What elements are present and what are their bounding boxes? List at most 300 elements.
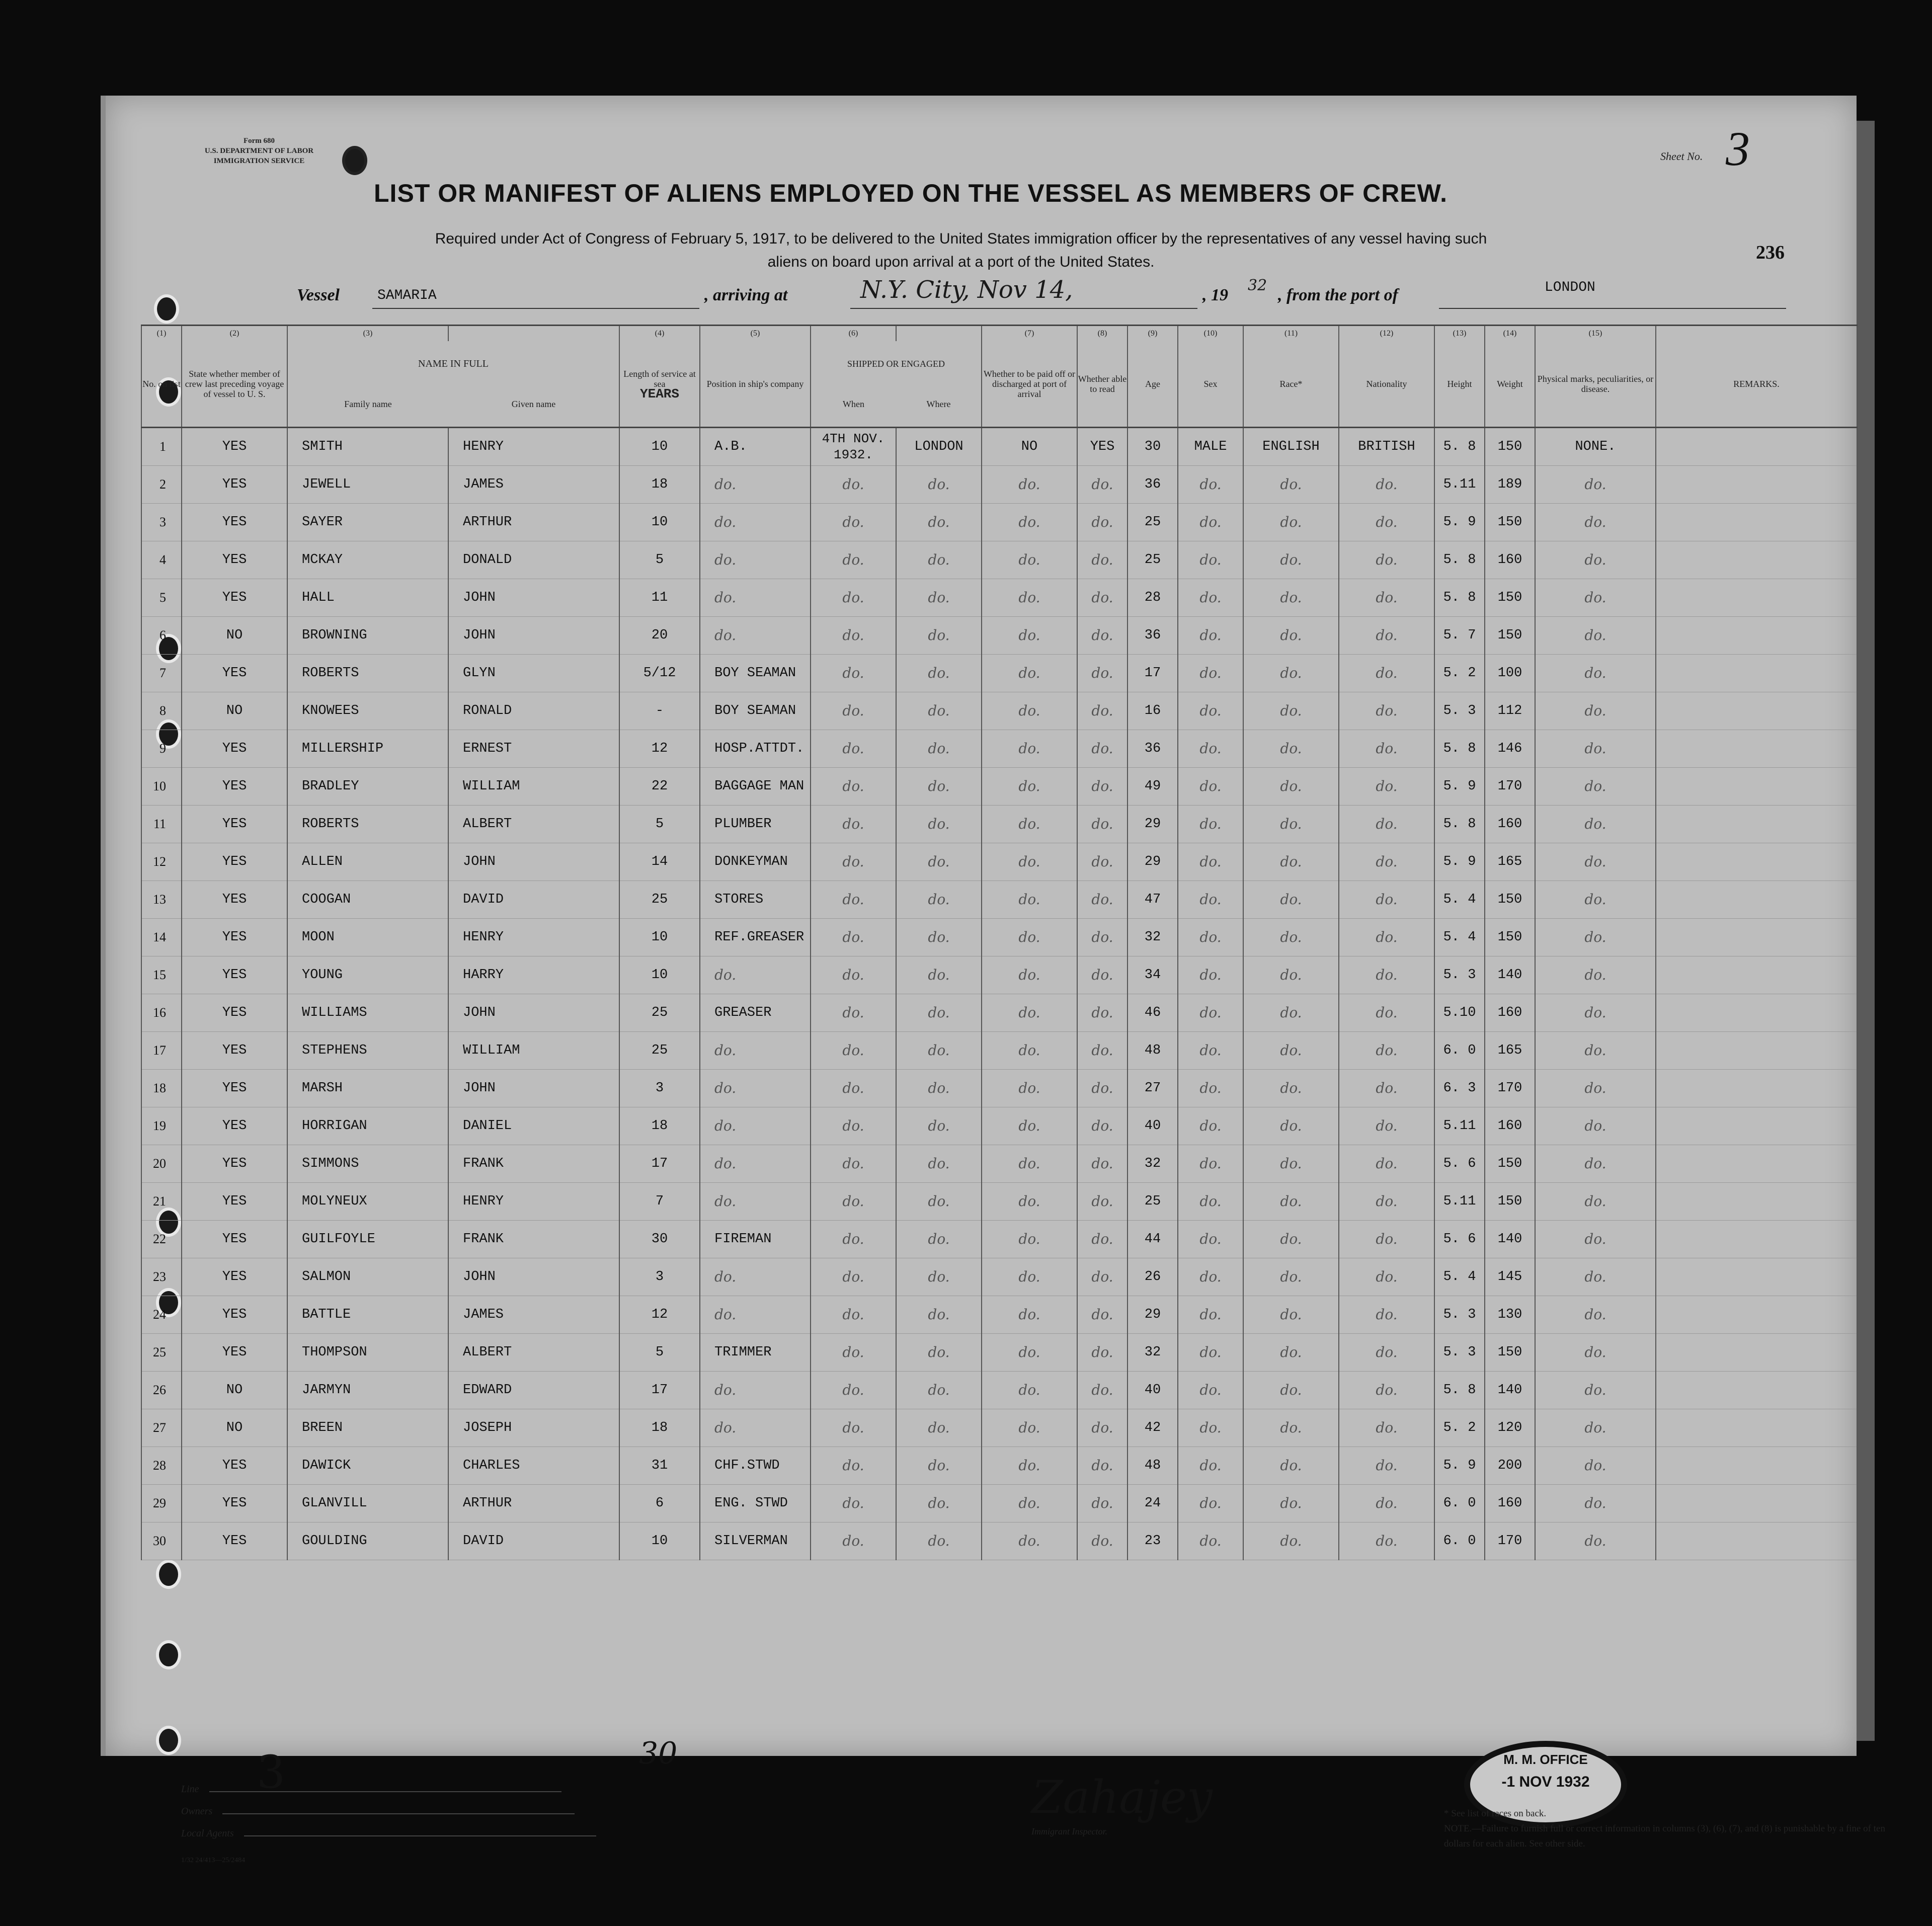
- cell-when: [811, 956, 896, 994]
- ditto-mark: do.: [842, 1041, 864, 1059]
- cell-position: [700, 1070, 811, 1107]
- cell-nationality: [1339, 1221, 1434, 1258]
- cell-member: YES: [182, 881, 287, 919]
- cell-read: [1077, 1485, 1128, 1522]
- cell-when: [811, 1447, 896, 1485]
- column-number: (11): [1243, 326, 1339, 342]
- ditto-mark: do.: [1018, 1494, 1040, 1511]
- ditto-mark: do.: [1018, 702, 1040, 719]
- table-row: [141, 1107, 1857, 1145]
- cell-race: [1243, 1221, 1339, 1258]
- cell-where: [896, 1032, 982, 1070]
- cell-given: ALBERT: [448, 1334, 619, 1372]
- crew-rows: [141, 428, 1857, 1560]
- cell-sex: [1178, 1447, 1243, 1485]
- cell-race: [1243, 1258, 1339, 1296]
- ditto-mark: do.: [842, 551, 864, 568]
- when-label: When: [843, 399, 864, 409]
- ditto-mark: do.: [1199, 1117, 1222, 1134]
- cell-given: WILLIAM: [448, 1032, 619, 1070]
- ditto-mark: do.: [1280, 928, 1302, 945]
- mm-stamp-date: -1 NOV 1932: [1501, 1774, 1590, 1790]
- ditto-mark: do.: [1584, 928, 1606, 945]
- cell-position: BOY SEAMAN: [700, 692, 811, 730]
- table-row: [141, 1447, 1857, 1485]
- cell-read: [1077, 504, 1128, 541]
- cell-length: 25: [619, 994, 700, 1032]
- ditto-mark: do.: [1018, 1343, 1040, 1360]
- cell-family: HALL: [287, 579, 448, 617]
- cell-sex: [1178, 466, 1243, 504]
- cell-age: 25: [1128, 504, 1178, 541]
- cell-remarks: [1656, 843, 1857, 881]
- cell-no: 25: [141, 1334, 182, 1372]
- ditto-mark: do.: [1199, 513, 1222, 530]
- cell-paid: [982, 579, 1077, 617]
- cell-race: [1243, 1032, 1339, 1070]
- year-value: 32: [1248, 277, 1267, 294]
- cell-age: 16: [1128, 692, 1178, 730]
- cell-no: 30: [141, 1522, 182, 1560]
- cell-given: ARTHUR: [448, 1485, 619, 1522]
- ditto-mark: do.: [842, 815, 864, 832]
- ditto-mark: do.: [1584, 1230, 1606, 1247]
- cell-family: SIMMONS: [287, 1145, 448, 1183]
- crew-manifest-table-wrap: [141, 325, 1811, 1560]
- ditto-mark: do.: [714, 1155, 737, 1172]
- binder-hole: [156, 1726, 181, 1755]
- cell-height: 5. 6: [1434, 1221, 1485, 1258]
- cell-remarks: [1656, 956, 1857, 994]
- cell-nationality: [1339, 1032, 1434, 1070]
- cell-paid: [982, 806, 1077, 843]
- cell-when: [811, 692, 896, 730]
- cell-when: [811, 1221, 896, 1258]
- cell-marks: [1535, 1409, 1656, 1447]
- ditto-mark: do.: [842, 664, 864, 681]
- ditto-mark: do.: [1091, 1343, 1113, 1360]
- mm-stamp-title: M. M. OFFICE: [1503, 1752, 1588, 1767]
- cell-given: JAMES: [448, 466, 619, 504]
- cell-length: 5/12: [619, 655, 700, 692]
- cell-sex: [1178, 692, 1243, 730]
- ditto-mark: do.: [1199, 815, 1222, 832]
- ditto-mark: do.: [1280, 1306, 1302, 1323]
- cell-age: 48: [1128, 1447, 1178, 1485]
- ditto-mark: do.: [714, 1079, 737, 1096]
- ditto-mark: do.: [928, 1457, 950, 1474]
- cell-nationality: [1339, 1447, 1434, 1485]
- header-weight: Weight: [1485, 341, 1535, 428]
- cell-read: [1077, 466, 1128, 504]
- column-number: (13): [1434, 326, 1485, 342]
- ditto-mark: do.: [1018, 1381, 1040, 1398]
- ditto-mark: do.: [1199, 740, 1222, 757]
- footnote-penalty: NOTE.—Failure to furnish full or correct information in columns (3), (6), (7), and (8) is punishable by a fine of ten dollars for each alien. See other side.: [1444, 1823, 1885, 1849]
- cell-position: SILVERMAN: [700, 1522, 811, 1560]
- ditto-mark: do.: [1280, 626, 1302, 644]
- header-shipped-engaged: [811, 341, 982, 428]
- ditto-mark: do.: [1584, 740, 1606, 757]
- cell-no: 7: [141, 655, 182, 692]
- cell-when: [811, 541, 896, 579]
- cell-member: YES: [182, 1107, 287, 1145]
- cell-member: YES: [182, 768, 287, 806]
- cell-weight: 165: [1485, 1032, 1535, 1070]
- cell-family: ROBERTS: [287, 806, 448, 843]
- table-row: [141, 919, 1857, 956]
- handwritten-tally-left: 3: [257, 1746, 286, 1799]
- cell-nationality: [1339, 1485, 1434, 1522]
- from-port-label: , from the port of: [1278, 286, 1398, 304]
- cell-no: 6: [141, 617, 182, 655]
- table-row: [141, 1183, 1857, 1221]
- cell-given: DAVID: [448, 881, 619, 919]
- cell-family: JEWELL: [287, 466, 448, 504]
- cell-weight: 160: [1485, 1485, 1535, 1522]
- table-row: [141, 1485, 1857, 1522]
- cell-height: 5.11: [1434, 1183, 1485, 1221]
- cell-marks: [1535, 1296, 1656, 1334]
- cell-sex: [1178, 1372, 1243, 1409]
- ditto-mark: do.: [928, 1532, 950, 1549]
- cell-remarks: [1656, 1107, 1857, 1145]
- ditto-mark: do.: [1376, 891, 1398, 908]
- cell-height: 5. 9: [1434, 504, 1485, 541]
- ditto-mark: do.: [1280, 1192, 1302, 1210]
- arriving-label: , arriving at: [704, 286, 788, 304]
- ditto-mark: do.: [1091, 589, 1113, 606]
- cell-remarks: [1656, 881, 1857, 919]
- cell-family: ROBERTS: [287, 655, 448, 692]
- ditto-mark: do.: [714, 475, 737, 493]
- cell-length: 12: [619, 1296, 700, 1334]
- ditto-mark: do.: [1091, 966, 1113, 983]
- ditto-mark: do.: [1018, 740, 1040, 757]
- cell-sex: [1178, 843, 1243, 881]
- cell-member: YES: [182, 541, 287, 579]
- cell-where: [896, 919, 982, 956]
- ditto-mark: do.: [842, 1230, 864, 1247]
- ditto-mark: do.: [1280, 1117, 1302, 1134]
- cell-no: 23: [141, 1258, 182, 1296]
- ditto-mark: do.: [928, 1343, 950, 1360]
- cell-weight: 160: [1485, 994, 1535, 1032]
- ditto-mark: do.: [1280, 740, 1302, 757]
- ditto-mark: do.: [1584, 1079, 1606, 1096]
- cell-race: [1243, 655, 1339, 692]
- document-title: LIST OR MANIFEST OF ALIENS EMPLOYED ON THE VESSEL AS MEMBERS OF CREW.: [374, 179, 1447, 207]
- ditto-mark: do.: [928, 1155, 950, 1172]
- cell-no: 16: [141, 994, 182, 1032]
- cell-length: 5: [619, 806, 700, 843]
- ditto-mark: do.: [714, 513, 737, 530]
- table-row: [141, 1145, 1857, 1183]
- ditto-mark: do.: [1280, 1230, 1302, 1247]
- cell-age: 25: [1128, 541, 1178, 579]
- ditto-mark: do.: [928, 1192, 950, 1210]
- ditto-mark: do.: [1376, 1532, 1398, 1549]
- ditto-mark: do.: [1091, 1117, 1113, 1134]
- cell-family: SAYER: [287, 504, 448, 541]
- cell-where: [896, 1221, 982, 1258]
- ditto-mark: do.: [1199, 664, 1222, 681]
- cell-position: [700, 617, 811, 655]
- cell-nationality: [1339, 466, 1434, 504]
- cell-member: NO: [182, 692, 287, 730]
- ditto-mark: do.: [1376, 740, 1398, 757]
- cell-given: JAMES: [448, 1296, 619, 1334]
- ditto-mark: do.: [1280, 1494, 1302, 1511]
- column-number: (15): [1535, 326, 1656, 342]
- cell-nationality: [1339, 655, 1434, 692]
- ditto-mark: do.: [1376, 1457, 1398, 1474]
- ditto-mark: do.: [1018, 664, 1040, 681]
- cell-race: [1243, 466, 1339, 504]
- ditto-mark: do.: [1584, 1004, 1606, 1021]
- ditto-mark: do.: [1018, 513, 1040, 530]
- cell-marks: [1535, 617, 1656, 655]
- ditto-mark: do.: [1018, 626, 1040, 644]
- cell-height: 5.11: [1434, 1107, 1485, 1145]
- cell-member: YES: [182, 806, 287, 843]
- cell-where: [896, 843, 982, 881]
- vessel-name: SAMARIA: [377, 288, 437, 303]
- ditto-mark: do.: [1584, 891, 1606, 908]
- cell-remarks: [1656, 768, 1857, 806]
- cell-age: 49: [1128, 768, 1178, 806]
- cell-age: 23: [1128, 1522, 1178, 1560]
- cell-given: DONALD: [448, 541, 619, 579]
- cell-remarks: [1656, 1485, 1857, 1522]
- ditto-mark: do.: [842, 1343, 864, 1360]
- ditto-mark: do.: [1199, 1268, 1222, 1285]
- ditto-mark: do.: [1199, 702, 1222, 719]
- cell-age: 47: [1128, 881, 1178, 919]
- cell-when: [811, 466, 896, 504]
- cell-marks: [1535, 1107, 1656, 1145]
- cell-family: SALMON: [287, 1258, 448, 1296]
- cell-sex: [1178, 1409, 1243, 1447]
- cell-sex: MALE: [1178, 428, 1243, 466]
- ditto-mark: do.: [1280, 475, 1302, 493]
- cell-paid: [982, 1258, 1077, 1296]
- ditto-mark: do.: [842, 513, 864, 530]
- cell-position: REF.GREASER: [700, 919, 811, 956]
- cell-weight: 100: [1485, 655, 1535, 692]
- cell-when: [811, 579, 896, 617]
- cell-position: FIREMAN: [700, 1221, 811, 1258]
- ditto-mark: do.: [1018, 1117, 1040, 1134]
- table-row: [141, 617, 1857, 655]
- cell-member: YES: [182, 1258, 287, 1296]
- cell-position: CHF.STWD: [700, 1447, 811, 1485]
- cell-paid: [982, 1409, 1077, 1447]
- ditto-mark: do.: [1091, 1155, 1113, 1172]
- cell-age: 46: [1128, 994, 1178, 1032]
- cell-nationality: [1339, 1372, 1434, 1409]
- cell-given: FRANK: [448, 1145, 619, 1183]
- cell-read: [1077, 1221, 1128, 1258]
- cell-race: [1243, 1409, 1339, 1447]
- ditto-mark: do.: [1376, 928, 1398, 945]
- cell-nationality: [1339, 806, 1434, 843]
- ditto-mark: do.: [1199, 1155, 1222, 1172]
- cell-nationality: [1339, 843, 1434, 881]
- cell-family: THOMPSON: [287, 1334, 448, 1372]
- cell-weight: 150: [1485, 579, 1535, 617]
- ditto-mark: do.: [1376, 551, 1398, 568]
- cell-sex: [1178, 579, 1243, 617]
- cell-given: DANIEL: [448, 1107, 619, 1145]
- cell-age: 30: [1128, 428, 1178, 466]
- cell-age: 17: [1128, 655, 1178, 692]
- cell-family: GOULDING: [287, 1522, 448, 1560]
- cell-sex: [1178, 617, 1243, 655]
- cell-given: HARRY: [448, 956, 619, 994]
- ditto-mark: do.: [1280, 1041, 1302, 1059]
- cell-member: YES: [182, 994, 287, 1032]
- cell-race: [1243, 1070, 1339, 1107]
- name-in-full-label: NAME IN FULL: [418, 358, 489, 369]
- cell-height: 5. 9: [1434, 768, 1485, 806]
- ditto-mark: do.: [714, 1381, 737, 1398]
- table-row: [141, 1032, 1857, 1070]
- cell-height: 5. 9: [1434, 843, 1485, 881]
- cell-weight: 140: [1485, 956, 1535, 994]
- ditto-mark: do.: [842, 1494, 864, 1511]
- cell-when: [811, 1183, 896, 1221]
- cell-nationality: [1339, 730, 1434, 768]
- cell-age: 36: [1128, 466, 1178, 504]
- ditto-mark: do.: [1584, 777, 1606, 794]
- cell-length: 10: [619, 919, 700, 956]
- cell-when: [811, 655, 896, 692]
- cell-height: 6. 0: [1434, 1485, 1485, 1522]
- shipped-label: SHIPPED OR ENGAGED: [847, 359, 945, 369]
- ditto-mark: do.: [1091, 1381, 1113, 1398]
- ditto-mark: do.: [1584, 1381, 1606, 1398]
- cell-paid: [982, 843, 1077, 881]
- cell-position: TRIMMER: [700, 1334, 811, 1372]
- ditto-mark: do.: [1280, 1343, 1302, 1360]
- punch-mark: [342, 146, 367, 175]
- ditto-mark: do.: [1584, 1155, 1606, 1172]
- header-no: No. on list: [141, 341, 182, 428]
- cell-age: 40: [1128, 1107, 1178, 1145]
- cell-paid: [982, 768, 1077, 806]
- ditto-mark: do.: [1376, 513, 1398, 530]
- inspector-signature: Zahajey: [1031, 1771, 1213, 1824]
- ditto-mark: do.: [1018, 1268, 1040, 1285]
- ditto-mark: do.: [714, 966, 737, 983]
- cell-length: 14: [619, 843, 700, 881]
- cell-length: 11: [619, 579, 700, 617]
- column-header-row: [141, 341, 1857, 428]
- ditto-mark: do.: [842, 1079, 864, 1096]
- cell-family: YOUNG: [287, 956, 448, 994]
- form-department: U.S. DEPARTMENT OF LABOR: [204, 147, 314, 155]
- cell-family: MARSH: [287, 1070, 448, 1107]
- ditto-mark: do.: [1199, 1532, 1222, 1549]
- cell-position: STORES: [700, 881, 811, 919]
- ditto-mark: do.: [1199, 1381, 1222, 1398]
- cell-paid: [982, 1522, 1077, 1560]
- ditto-mark: do.: [928, 815, 950, 832]
- ditto-mark: do.: [1280, 1004, 1302, 1021]
- ditto-mark: do.: [1018, 891, 1040, 908]
- cell-when: [811, 1032, 896, 1070]
- cell-height: 5. 8: [1434, 806, 1485, 843]
- cell-read: [1077, 655, 1128, 692]
- ditto-mark: do.: [928, 1494, 950, 1511]
- cell-height: 5. 8: [1434, 730, 1485, 768]
- cell-age: 32: [1128, 1145, 1178, 1183]
- cell-paid: [982, 881, 1077, 919]
- ditto-mark: do.: [928, 966, 950, 983]
- table-row: [141, 730, 1857, 768]
- cell-length: 17: [619, 1372, 700, 1409]
- cell-nationality: [1339, 956, 1434, 994]
- ditto-mark: do.: [1091, 626, 1113, 644]
- cell-member: YES: [182, 466, 287, 504]
- cell-age: 29: [1128, 843, 1178, 881]
- ditto-mark: do.: [842, 928, 864, 945]
- cell-age: 32: [1128, 919, 1178, 956]
- column-number: (8): [1077, 326, 1128, 342]
- cell-length: 10: [619, 428, 700, 466]
- cell-where: [896, 1372, 982, 1409]
- subtitle-line-2: aliens on board upon arrival at a port of the United States.: [767, 254, 1155, 270]
- ditto-mark: do.: [1091, 740, 1113, 757]
- ditto-mark: do.: [928, 1268, 950, 1285]
- cell-height: 5. 6: [1434, 1145, 1485, 1183]
- cell-nationality: [1339, 1296, 1434, 1334]
- form-identifier: [179, 136, 340, 166]
- ditto-mark: do.: [928, 1306, 950, 1323]
- cell-no: 17: [141, 1032, 182, 1070]
- arriving-value: N.Y. City, Nov 14,: [860, 276, 1073, 304]
- cell-paid: [982, 1107, 1077, 1145]
- cell-position: [700, 1409, 811, 1447]
- ditto-mark: do.: [1091, 1004, 1113, 1021]
- cell-nationality: [1339, 541, 1434, 579]
- cell-given: JOHN: [448, 1070, 619, 1107]
- cell-member: YES: [182, 730, 287, 768]
- cell-member: YES: [182, 956, 287, 994]
- ditto-mark: do.: [1376, 626, 1398, 644]
- cell-read: [1077, 1107, 1128, 1145]
- ditto-mark: do.: [1584, 1419, 1606, 1436]
- cell-sex: [1178, 1070, 1243, 1107]
- cell-length: 3: [619, 1258, 700, 1296]
- cell-given: JOHN: [448, 994, 619, 1032]
- cell-given: GLYN: [448, 655, 619, 692]
- cell-read: [1077, 1409, 1128, 1447]
- cell-sex: [1178, 1485, 1243, 1522]
- cell-no: 12: [141, 843, 182, 881]
- table-row: [141, 428, 1857, 466]
- cell-race: [1243, 1372, 1339, 1409]
- cell-where: [896, 1296, 982, 1334]
- cell-paid: [982, 1296, 1077, 1334]
- ditto-mark: do.: [1199, 1004, 1222, 1021]
- ditto-mark: do.: [928, 513, 950, 530]
- ditto-mark: do.: [1199, 1306, 1222, 1323]
- table-row: [141, 768, 1857, 806]
- form-service: IMMIGRATION SERVICE: [213, 157, 305, 165]
- cell-read: [1077, 1522, 1128, 1560]
